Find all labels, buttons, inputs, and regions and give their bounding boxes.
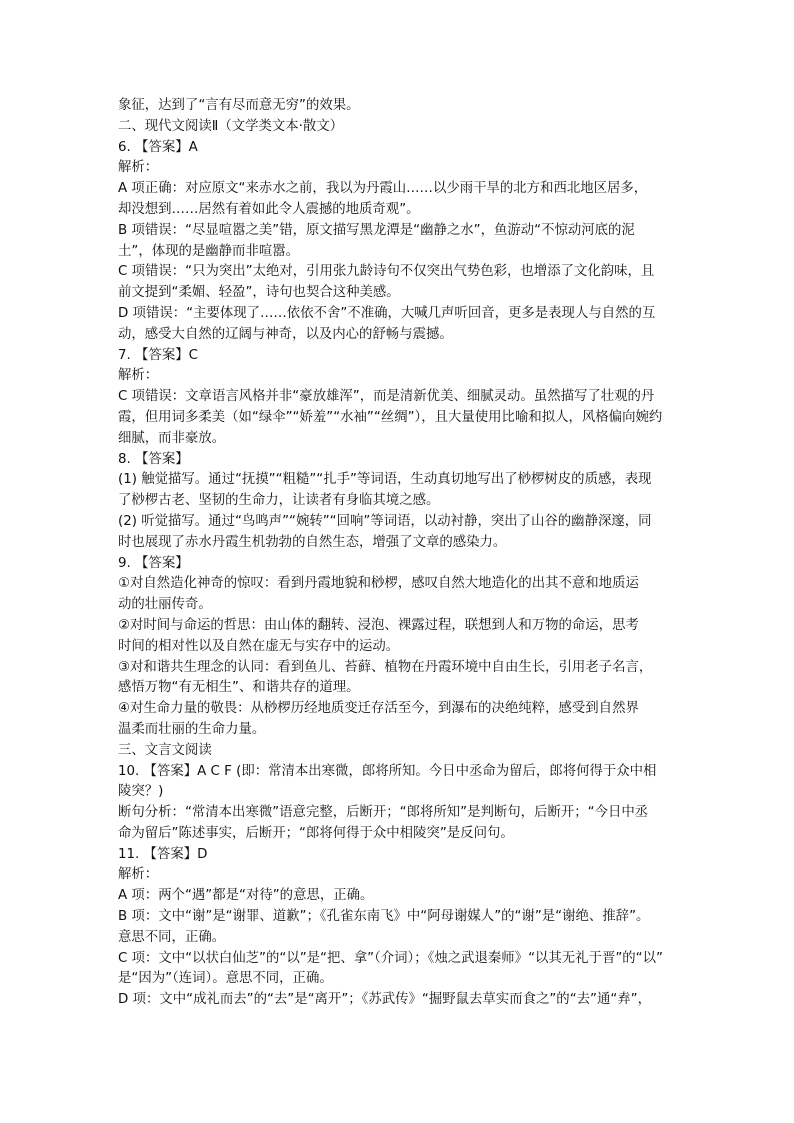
text-line: ②对时间与命运的哲思：由山体的翻转、浸泡、裸露过程，联想到人和万物的命运，思考 bbox=[118, 617, 639, 633]
text-line: 动的壮丽传奇。 bbox=[118, 597, 212, 613]
text-line: 前文提到“柔媚、轻盈”，诗句也契合这种美感。 bbox=[118, 285, 400, 301]
answer-heading: 7. 【答案】C bbox=[118, 347, 198, 363]
text-line: 感悟万物“有无相生”、和谐共存的道理。 bbox=[118, 680, 360, 696]
answer-heading: 8. 【答案】 bbox=[118, 451, 189, 467]
answer-heading: 6. 【答案】A bbox=[118, 139, 198, 155]
text-line: 意思不同，正确。 bbox=[118, 929, 226, 945]
text-line: C 项错误：文章语言风格并非“豪放雄浑”，而是清新优美、细腻灵动。虽然描写了壮观的丹 bbox=[118, 389, 655, 405]
text-line: C 项：文中“以状白仙芝”的“以”是“把、拿”（介词）；《烛之武退秦师》“以其无礼于晋”的“以” bbox=[118, 950, 663, 966]
text-line: 陵突？) bbox=[118, 784, 164, 800]
text-line: 土”，体现的是幽静而非喧嚣。 bbox=[118, 243, 300, 259]
text-line: ④对生命力量的敬畏：从桫椤历经地质变迁存活至今，到瀑布的决绝纯粹，感受到自然界 bbox=[118, 701, 639, 717]
answer-heading: 10. 【答案】A C F (即：常清本出寒微，郎将所知。今日中丞命为留后，郎将何得于众中相 bbox=[118, 763, 657, 779]
analysis-label: 解析： bbox=[118, 160, 159, 176]
answer-heading: 11. 【答案】D bbox=[118, 846, 208, 862]
text-line: ③对和谐共生理念的认同：看到鱼儿、苔藓、植物在丹霞环境中自由生长，引用老子名言， bbox=[118, 659, 653, 675]
text-line: 时也展现了赤水丹霞生机勃勃的自然生态，增强了文章的感染力。 bbox=[118, 534, 507, 550]
text-line: A 项正确：对应原文“来赤水之前，我以为丹霞山……以少雨干旱的北方和西北地区居多， bbox=[118, 181, 648, 197]
text-line: ①对自然造化神奇的惊叹：看到丹霞地貌和桫椤，感叹自然大地造化的出其不意和地质运 bbox=[118, 576, 639, 592]
text-line: D 项：文中“成礼而去”的“去”是“离开”；《苏武传》“掘野鼠去草实而食之”的“去”通“弆”， bbox=[118, 992, 652, 1008]
text-line: 却没想到……居然有着如此令人震撼的地质奇观”。 bbox=[118, 201, 420, 217]
text-line: B 项错误：“尽显喧嚣之美”错，原文描写黑龙潭是“幽静之水”，鱼游动“不惊动河底的泥 bbox=[118, 222, 635, 238]
text-line: 温柔而壮丽的生命力量。 bbox=[118, 721, 266, 737]
text-line: 命为留后”陈述事实，后断开；“郎将何得于众中相陵突”是反问句。 bbox=[118, 825, 514, 841]
text-line: 是“因为”（连词）。意思不同，正确。 bbox=[118, 971, 333, 987]
text-line: C 项错误：“只为突出”太绝对，引用张九龄诗句不仅突出气势色彩，也增添了文化韵味，且 bbox=[118, 264, 655, 280]
text-line: 动，感受大自然的辽阔与神奇，以及内心的舒畅与震撼。 bbox=[118, 326, 453, 342]
text-line: 细腻，而非豪放。 bbox=[118, 430, 226, 446]
text-line: D 项错误：“主要体现了……依依不舍”不准确，大喊几声听回音，更多是表现人与自然的互 bbox=[118, 305, 656, 321]
text-line: 霞，但用词多柔美（如“绿伞”“娇羞”“水袖”“丝绸”），且大量使用比喻和拟人，风格偏向婉约 bbox=[118, 409, 663, 425]
section-heading: 三、文言文阅读 bbox=[118, 742, 212, 758]
text-line: A 项：两个“遇”都是“对待”的意思，正确。 bbox=[118, 888, 374, 904]
section-heading: 二、现代文阅读Ⅱ（文学类文本·散文） bbox=[118, 118, 344, 134]
analysis-label: 解析： bbox=[118, 867, 159, 883]
text-line: (2) 听觉描写。通过“鸟鸣声”“婉转”“回响”等词语，以动衬静，突出了山谷的幽静深邃，同 bbox=[118, 513, 652, 529]
text-line: 断句分析：“常清本出寒微”语意完整，后断开；“郎将所知”是判断句，后断开；“今日中丞 bbox=[118, 805, 649, 821]
text-line: (1) 触觉描写。通过“抚摸”“粗糙”“扎手”等词语，生动真切地写出了桫椤树皮的质感，表现 bbox=[118, 472, 652, 488]
text-line: 了桫椤古老、坚韧的生命力，让读者有身临其境之感。 bbox=[118, 493, 440, 509]
answer-heading: 9. 【答案】 bbox=[118, 555, 189, 571]
text-line: 时间的相对性以及自然在虚无与实存中的运动。 bbox=[118, 638, 400, 654]
text-line: 象征，达到了“言有尽而意无穷”的效果。 bbox=[118, 98, 360, 113]
document-page bbox=[118, 96, 678, 1011]
text-line: B 项：文中“谢”是“谢罪、道歉”；《孔雀东南飞》中“阿母谢媒人”的“谢”是“谢绝、推辞”。 bbox=[118, 909, 650, 925]
analysis-label: 解析： bbox=[118, 368, 159, 384]
